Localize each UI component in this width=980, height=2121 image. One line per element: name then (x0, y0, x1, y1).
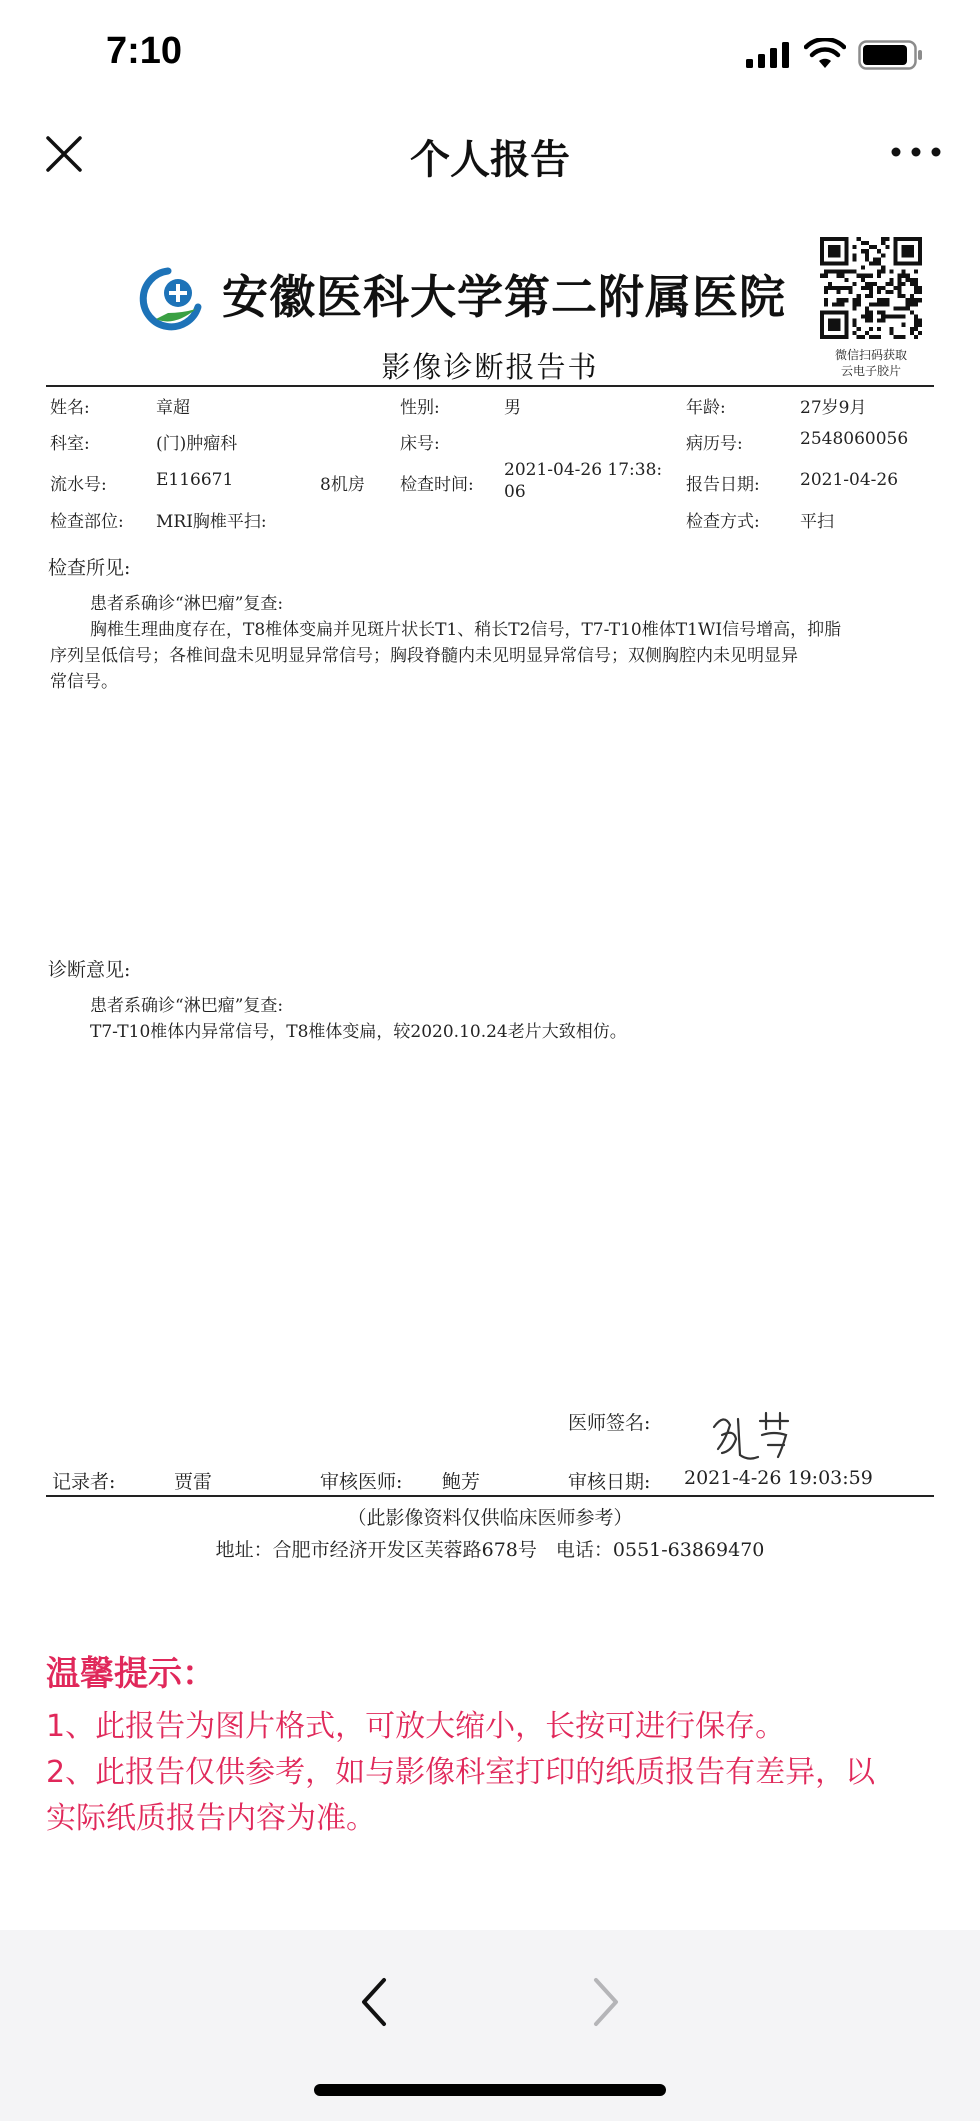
exam-time-label: 检查时间: (400, 475, 474, 495)
serial-value: E116671 (156, 470, 234, 490)
record-value: 2548060056 (800, 429, 909, 449)
name-value: 章超 (156, 398, 190, 418)
dept-value: (门)肿瘤科 (156, 434, 238, 454)
doctor-signature (708, 1405, 798, 1465)
reviewer-value: 鲍芳 (442, 1471, 481, 1493)
signature-label: 医师签名: (568, 1412, 651, 1434)
report-document[interactable] (40, 225, 940, 1570)
name-label: 姓名: (50, 398, 90, 418)
age-label: 年龄: (686, 398, 726, 418)
divider (46, 1495, 934, 1497)
reviewer-label: 审核医师: (320, 1471, 403, 1493)
review-date-label: 审核日期: (568, 1471, 651, 1493)
diagnosis-line: T7-T10椎体内异常信号，T8椎体变扁，较2020.10.24老片大致相仿。 (90, 1022, 627, 1042)
nav-bar (0, 120, 980, 200)
exam-part-value: MRI胸椎平扫: (156, 512, 267, 532)
status-bar (0, 0, 980, 110)
diagnosis-title: 诊断意见: (48, 959, 131, 981)
dept-label: 科室: (50, 434, 90, 454)
tip-item: 2、此报告仅供参考，如与影像科室打印的纸质报告有差异，以 (46, 1755, 876, 1790)
exam-time-value: 2021-04-26 17:38: 06 (504, 460, 663, 502)
tip-item: 1、此报告为图片格式，可放大缩小，长按可进行保存。 (46, 1709, 786, 1744)
findings-line: 胸椎生理曲度存在，T8椎体变扁并见斑片状长T1、稍长T2信号，T7-T10椎体T1WI信号增高，抑脂 (90, 620, 842, 640)
disclaimer: （此影像资料仅供临床医师参考） (347, 1507, 633, 1529)
divider (46, 385, 934, 387)
findings-line: 序列呈低信号；各椎间盘未见明显异常信号；胸段脊髓内未见明显异常信号；双侧胸腔内未见明显异 (50, 646, 798, 666)
hospital-address: 地址：合肥市经济开发区芙蓉路678号 电话：0551-63869470 (215, 1539, 765, 1561)
exam-method-label: 检查方式: (686, 512, 760, 532)
wifi-icon (804, 38, 846, 70)
review-date-value: 2021-4-26 19:03:59 (684, 1467, 873, 1489)
serial-label: 流水号: (50, 475, 107, 495)
report-date-label: 报告日期: (686, 475, 760, 495)
record-label: 病历号: (686, 434, 743, 454)
home-indicator (314, 2084, 666, 2096)
qr-caption: 微信扫码获取 云电子胶片 (834, 348, 907, 378)
diagnosis-line: 患者系确诊“淋巴瘤”复查: (90, 996, 284, 1016)
battery-icon (858, 40, 924, 70)
gender-value: 男 (504, 398, 521, 418)
hospital-logo-icon (138, 263, 208, 333)
exam-method-value: 平扫 (800, 512, 834, 532)
gender-label: 性别: (400, 398, 440, 418)
bottom-toolbar (0, 1930, 980, 2121)
signal-icon (746, 42, 792, 68)
findings-line: 患者系确诊“淋巴瘤”复查: (90, 594, 284, 614)
page-title: 个人报告 (410, 137, 570, 183)
findings-title: 检查所见: (48, 557, 131, 579)
chevron-left-icon[interactable] (352, 1970, 396, 2034)
bed-label: 床号: (400, 434, 440, 454)
tips-title: 温馨提示： (46, 1654, 216, 1694)
hospital-name: 安徽医科大学第二附属医院 (222, 270, 786, 324)
findings-line: 常信号。 (50, 672, 118, 692)
more-icon[interactable] (890, 132, 942, 172)
age-value: 27岁9月 (800, 398, 867, 418)
status-time: 7:10 (106, 30, 183, 72)
exam-part-label: 检查部位: (50, 512, 124, 532)
chevron-right-icon[interactable] (584, 1970, 628, 2034)
report-title: 影像诊断报告书 (381, 350, 599, 384)
report-date-value: 2021-04-26 (800, 470, 899, 490)
room-value: 8机房 (320, 475, 365, 495)
recorder-value: 贾雷 (174, 1471, 213, 1493)
recorder-label: 记录者: (52, 1471, 116, 1493)
qr-code-icon[interactable] (820, 237, 922, 339)
tip-item: 实际纸质报告内容为准。 (46, 1801, 376, 1836)
